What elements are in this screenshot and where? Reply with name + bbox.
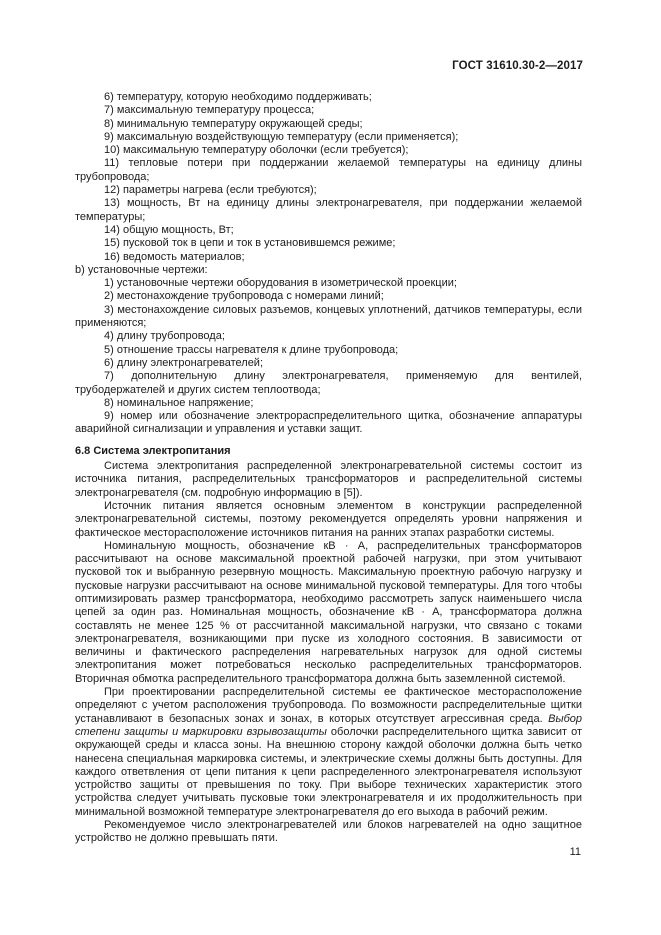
list-item: 11) тепловые потери при поддержании желаемой температуры на единицу длины трубопровода; [75,157,582,183]
list-item: 13) мощность, Вт на единицу длины электронагревателя, при поддержании желаемой температуры; [75,197,582,223]
paragraph-emphasis: Выбор степени защиты и маркировки взрывозащиты [75,712,582,738]
page-number: 11 [569,846,581,858]
list-item: 8) минимальную температуру окружающей среды; [104,117,363,130]
paragraph: Система электропитания распределенной электронагревательной системы состоит из источника питания, распределительных трансформаторов и распределительной системы электронагревателя (см. подробную информацию в [5]). [75,460,582,499]
document-code: ГОСТ 31610.30-2—2017 [452,60,583,72]
list-item: 4) длину трубопровода; [104,330,225,343]
list-item: 7) дополнительную длину электронагревателя, применяемую для вентилей, трубодержателей и других систем теплоотвода; [75,370,582,396]
list-item: 6) температуру, которую необходимо поддерживать; [104,91,372,103]
list-item: 10) максимальную температуру оболочки (если требуется); [104,144,409,157]
page-content [75,91,582,846]
paragraph: Источник питания является основным элементом в конструкции распределенной электронагревательной системы, поэтому рекомендуется определять уровни напряжения и фактическое месторасположение источников питания на ранних этапах разработки системы. [75,499,582,539]
list-item: 5) отношение трассы нагревателя к длине трубопровода; [104,343,399,356]
list-item: 14) общую мощность, Вт; [104,223,234,236]
list-item: 16) ведомость материалов; [104,250,245,263]
list-heading: b) установочные чертежи: [75,263,208,276]
list-item: 9) номер или обозначение электрораспределительного щитка, обозначение аппаратуры аварийной сигнализации и управления и уставки защит. [75,410,582,436]
list-item: 9) максимальную воздействующую температуру (если применяется); [104,130,459,143]
list-item: 15) пусковой ток в цепи и ток в установившемся режиме; [104,237,396,250]
list-item: 3) местонахождение силовых разъемов, концевых уплотнений, датчиков температуры, если применяются; [75,303,582,330]
section-title: 6.8 Система электропитания [75,444,231,457]
paragraph-text: оболочки распределительного щитка зависит от окружающей среды и класса зоны. На внешнюю сторону каждой оболочки должна быть четко нанесена специальная маркировка системы, и электрические схемы должны быть доступны. Для каждого ответвления от цепи питания к цепи распределенного электронагревателя используют устройство защиты от превышения по току. При выборе технических характеристик этого устройства следует учитывать пусковые токи электронагревателя и их продолжительность при минимальной возможной температуре электронагревателя до его выхода в рабочий режим. [75,725,582,818]
list-item: 2) местонахождение трубопровода с номерами линий; [104,290,384,303]
paragraph: Рекомендуемое число электронагревателей или блоков нагревателей на одно защитное устройство не должно превышать пяти. [75,819,582,845]
list-item: 6) длину электронагревателей; [104,356,264,369]
list-item: 12) параметры нагрева (если требуются); [104,184,317,197]
paragraph-text: При проектировании распределительной системы ее фактическое месторасположение определяют с учетом расположения трубопровода. По возможности распределительные щитки устанавливают в безопасных зонах и зонах, в которых отсутствует агрессивная среда. [75,686,582,725]
paragraph: Номинальную мощность, обозначение кВ · А, распределительных трансформаторов рассчитывают на основе максимальной проектной рабочей нагрузки, при этом учитывают пусковой ток и выбранную резервную мощность. Максимальную проектную рабочую нагрузку и пусковые нагрузки рассчитывают на основе минимальной пусковой температуры. Для того чтобы оптимизировать размер трансформатора, необходимо рассмотреть запуск наименьшего числа цепей за один раз. Номинальная мощность, обозначение кВ · А, трансформатора должна составлять не менее 125 % от рассчитанной максимальной нагрузки, что связано с токами электронагревателя, возникающими при пуске из холодного состояния. В зависимости от величины и фактического распределения нагревательных нагрузок для одной системы электропитания может потребоваться несколько распределительных трансформаторов. Вторичная обмотка распределительного трансформатора должна быть заземленной системой. [75,539,582,685]
paragraph [75,686,582,819]
list-item: 8) номинальное напряжение; [104,396,254,409]
list-item: 1) установочные чертежи оборудования в изометрической проекции; [104,277,457,290]
list-item: 7) максимальную температуру процесса; [104,104,315,117]
